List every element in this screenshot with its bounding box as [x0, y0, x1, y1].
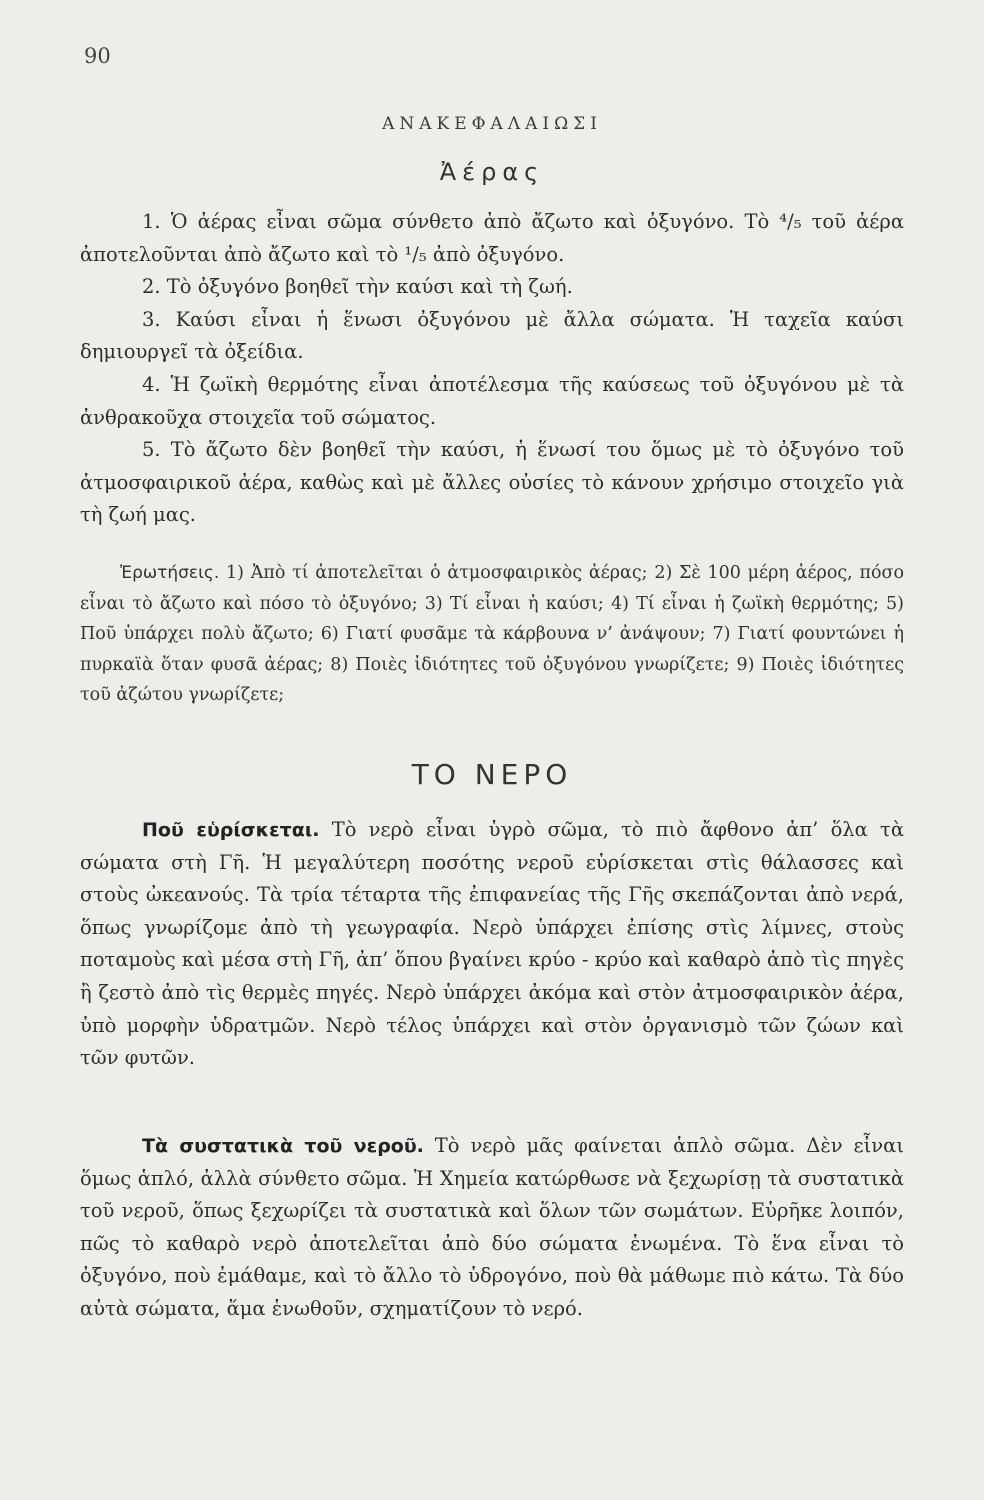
summary-point: 3. Καύσι εἶναι ἡ ἕνωσι ὀξυγόνου μὲ ἄλλα σώματα. Ἡ ταχεῖα καύσι δημιουργεῖ τὰ ὀξείδια. [80, 307, 904, 364]
paragraph-text: Τὸ νερὸ μᾶς φαίνεται ἁπλὸ σῶμα. Δὲν εἶναι ὅμως ἁπλό, ἀλλὰ σύνθετο σῶμα. Ἡ Χημεία κατώρθωσε νὰ ξεχωρίσῃ τὰ συστατικὰ τοῦ νεροῦ, ὅπως ξεχωρίζει τὰ συστατικὰ καὶ ὅλων τῶν σωμάτων. Εὑρῆκε λοιπόν, πῶς τὸ καθαρὸ νερὸ ἀποτελεῖται ἀπὸ δύο σώματα ἑνωμένα. Τὸ ἕνα εἶναι τὸ ὀξυγόνο, ποὺ ἐμάθαμε, καὶ τὸ ἄλλο τὸ ὑδρογόνο, ποὺ θὰ μάθωμε πιὸ κάτω. Τὰ δύο αὐτὰ σώματα, ἅμα ἑνωθοῦν, σχηματίζουν τὸ νερό. [80, 1134, 904, 1320]
questions-label: Ἐρωτήσεις. [120, 563, 220, 583]
summary-header: ΑΝΑΚΕΦΑΛΑΙΩΣΙ [382, 114, 602, 134]
summary-point: 5. Τὸ ἄζωτο δὲν βοηθεῖ τὴν καύσι, ἡ ἕνωσί του ὅμως μὲ τὸ ὀξυγόνο τοῦ ἀτμοσφαιρικοῦ ἀέρα, καθὼς καὶ μὲ ἄλλες οὐσίες τὸ κάνουν χρήσιμο στοιχεῖο γιὰ τὴ ζωή μας. [80, 438, 904, 527]
paragraph-text: Τὸ νερὸ εἶναι ὑγρὸ σῶμα, τὸ πιὸ ἄφθονο ἀπ’ ὅλα τὰ σώματα στὴ Γῆ. Ἡ μεγαλύτερη ποσότης νεροῦ εὑρίσκεται στὶς θάλασσες καὶ στοὺς ὠκεανούς. Τὰ τρία τέταρτα τῆς ἐπιφανείας τῆς Γῆς σκεπάζονται ἀπὸ νερά, ὅπως γνωρίζομε ἀπὸ τὴ γεωγραφία. Νερὸ ὑπάρχει ἐπίσης στὶς λίμνες, στοὺς ποταμοὺς καὶ μέσα στὴ Γῆ, ἀπ’ ὅπου βγαίνει κρύο - κρύο καὶ καθαρὸ ἀπὸ τὶς πηγὲς ἢ ζεστὸ ἀπὸ τὶς θερμὲς πηγές. Νερὸ ὑπάρχει ἀκόμα καὶ στὸν ἀτμοσφαιρικὸν ἀέρα, ὑπὸ μορφὴν ὑδρατμῶν. Νερὸ τέλος ὑπάρχει καὶ στὸν ὀργανισμὸ τῶν ζώων καὶ τῶν φυτῶν. [80, 818, 904, 1070]
paragraph-heading: Ποῦ εὑρίσκεται. [142, 819, 320, 841]
summary-point: 1. Ὁ ἀέρας εἶναι σῶμα σύνθετο ἀπὸ ἄζωτο καὶ ὀξυγόνο. Τὸ ⁴/₅ τοῦ ἀέρα ἀποτελοῦνται ἀπὸ ἄζωτο καὶ τὸ ¹/₅ ἀπὸ ὀξυγόνο. [80, 210, 904, 266]
paragraph [80, 814, 904, 1075]
chapter-title: ΤΟ ΝΕΡΟ [411, 758, 573, 791]
paragraph-heading: Τὰ συστατικὰ τοῦ νεροῦ. [142, 1135, 424, 1157]
summary-point: 4. Ἡ ζωϊκὴ θερμότης εἶναι ἀποτέλεσμα τῆς καύσεως τοῦ ὀξυγόνου μὲ τὰ ἀνθρακοῦχα στοιχεῖα τοῦ σώματος. [80, 372, 904, 429]
summary-title: Ἀέρας [439, 158, 545, 186]
paragraph-components [80, 1130, 904, 1326]
questions-text: 1) Ἀπὸ τί ἀποτελεῖται ὁ ἀτμοσφαιρικὸς ἀέρας; 2) Σὲ 100 μέρη ἀέρος, πόσο εἶναι τὸ ἄζωτο καὶ πόσο τὸ ὀξυγόνο; 3) Τί εἶναι ἡ καύσι; 4) Τί εἶναι ἡ ζωϊκὴ θερμότης; 5) Ποῦ ὑπάρχει πολὺ ἄζωτο; 6) Γιατί φυσᾶμε τὰ κάρβουνα ν’ ἀνάψουν; 7) Γιατί φουντώνει ἡ πυρκαϊὰ ὅταν φυσᾶ ἀέρας; 8) Ποιὲς ἰδιότητες τοῦ ὀξυγόνου γνωρίζετε; 9) Ποιὲς ἰδιότητες τοῦ ἀζώτου γνωρίζετε; [80, 563, 904, 706]
paragraph [80, 1130, 904, 1326]
summary-points [80, 206, 904, 532]
review-questions [80, 558, 904, 711]
page-number: 90 [84, 44, 111, 68]
paragraph-where-found [80, 814, 904, 1075]
summary-point: 2. Τὸ ὀξυγόνο βοηθεῖ τὴν καύσι καὶ τὴ ζωή. [142, 275, 573, 299]
